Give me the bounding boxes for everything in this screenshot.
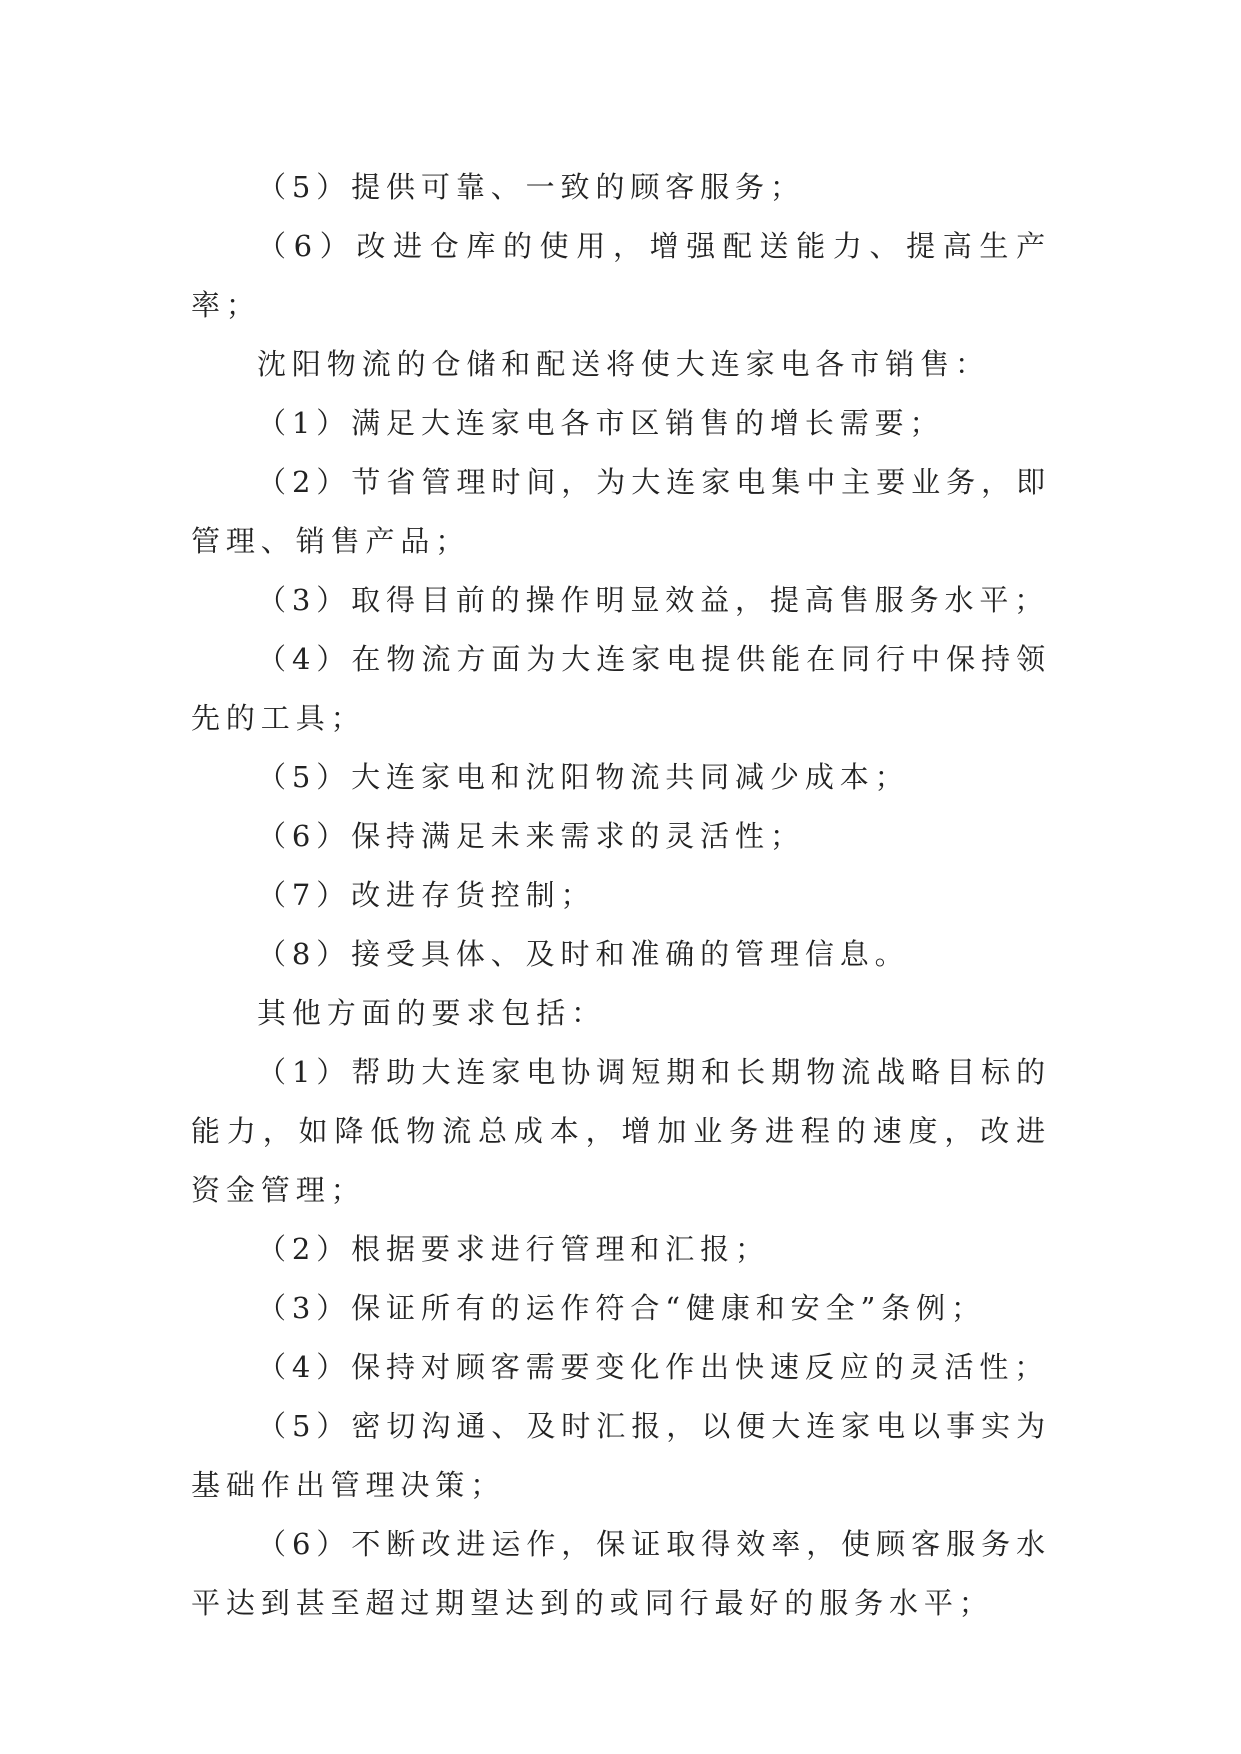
- paragraph: （8）接受具体、及时和准确的管理信息。: [257, 937, 910, 971]
- document-body: [191, 158, 1051, 1633]
- paragraph: （6）保持满足未来需求的灵活性；: [257, 819, 805, 853]
- paragraph: （4）保持对顾客需要变化作出快速反应的灵活性；: [257, 1350, 1050, 1384]
- paragraph: （2）节省管理时间，为大连家电集中主要业务，即管理、销售产品；: [191, 465, 1051, 558]
- paragraph: （7）改进存货控制；: [257, 878, 596, 912]
- paragraph: 沈阳物流的仓储和配送将使大连家电各市销售：: [257, 347, 990, 381]
- paragraph: （5）密切沟通、及时汇报，以便大连家电以事实为基础作出管理决策；: [191, 1409, 1051, 1502]
- paragraph: （6）不断改进运作，保证取得效率，使顾客服务水平达到甚至超过期望达到的或同行最好的服务水平；: [191, 1527, 1051, 1620]
- paragraph: （3）取得目前的操作明显效益，提高售服务水平；: [257, 583, 1050, 617]
- paragraph: （2）根据要求进行管理和汇报；: [257, 1232, 770, 1266]
- paragraph: （5）大连家电和沈阳物流共同减少成本；: [257, 760, 910, 794]
- paragraph: 其他方面的要求包括：: [257, 996, 607, 1030]
- paragraph: （5）提供可靠、一致的顾客服务；: [257, 170, 805, 204]
- paragraph: （4）在物流方面为大连家电提供能在同行中保持领先的工具；: [191, 642, 1051, 735]
- paragraph: （3）保证所有的运作符合“健康和安全”条例；: [257, 1291, 986, 1325]
- paragraph: （6）改进仓库的使用，增强配送能力、提高生产率；: [191, 229, 1051, 322]
- paragraph: （1）帮助大连家电协调短期和长期物流战略目标的能力，如降低物流总成本，增加业务进程的速度，改进资金管理；: [191, 1055, 1051, 1207]
- paragraph: （1）满足大连家电各市区销售的增长需要；: [257, 406, 945, 440]
